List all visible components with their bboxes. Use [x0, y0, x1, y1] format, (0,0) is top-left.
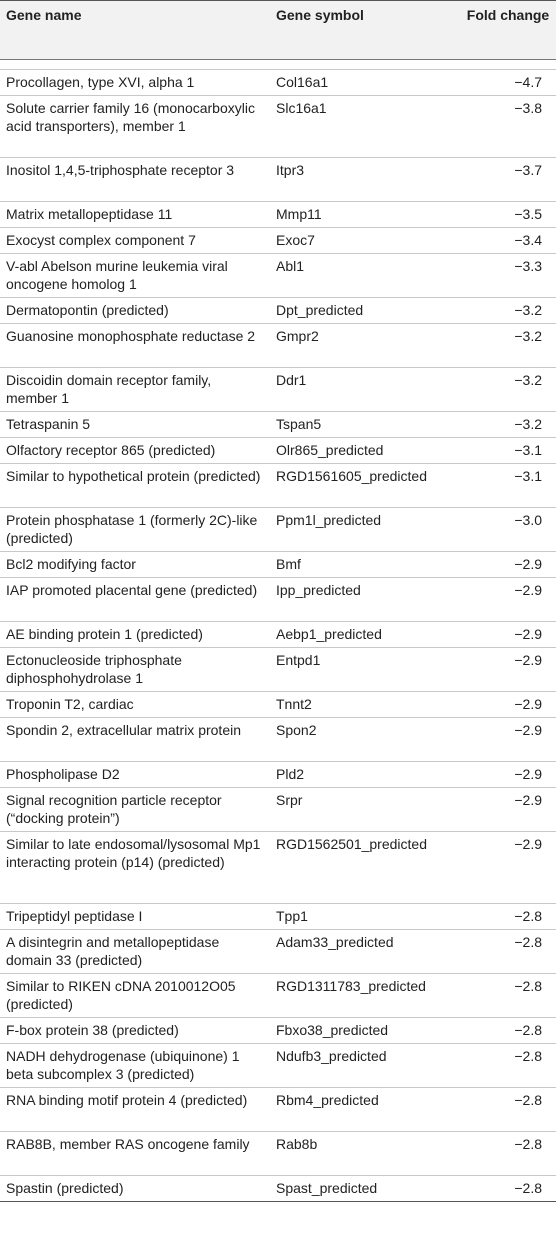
gene-symbol-cell: RGD1562501_predicted	[276, 836, 427, 852]
gene-symbol-cell: Olr865_predicted	[276, 442, 384, 458]
fold-change-cell: −3.1	[514, 442, 542, 458]
gene-symbol-cell: Tnnt2	[276, 696, 312, 712]
gene-name-cell: Signal recognition particle receptor (“docking protein”)	[6, 792, 222, 826]
gene-name-cell: Inositol 1,4,5-triphosphate receptor 3	[6, 162, 235, 178]
table-row	[0, 1132, 556, 1176]
fold-change-cell: −2.8	[514, 1180, 542, 1196]
gene-name-cell: Troponin T2, cardiac	[6, 696, 134, 712]
table-row	[0, 96, 556, 158]
table-body	[0, 60, 556, 1202]
gene-name-cell: Similar to hypothetical protein (predicted)	[6, 468, 261, 484]
gene-name-cell: NADH dehydrogenase (ubiquinone) 1 beta subcomplex 3 (predicted)	[6, 1048, 240, 1082]
gene-name-cell: Guanosine monophosphate reductase 2	[6, 328, 256, 344]
table-row	[0, 464, 556, 508]
fold-change-cell: −3.0	[514, 512, 542, 528]
header-gene-symbol: Gene symbol	[270, 1, 460, 60]
gene-name-cell: Exocyst complex component 7	[6, 232, 196, 248]
gene-name-cell: V-abl Abelson murine leukemia viral oncogene homolog 1	[6, 258, 228, 292]
gene-name-cell: Tetraspanin 5	[6, 416, 91, 432]
gene-name-cell: Solute carrier family 16 (monocarboxylic acid transporters), member 1	[6, 100, 255, 134]
fold-change-cell: −4.7	[514, 74, 542, 90]
table-row	[0, 578, 556, 622]
header-spacer	[0, 60, 556, 70]
fold-change-cell: −2.9	[514, 652, 542, 668]
table-row	[0, 254, 556, 298]
gene-symbol-cell: RGD1561605_predicted	[276, 468, 427, 484]
gene-symbol-cell: Tpp1	[276, 908, 308, 924]
gene-symbol-cell: Ipp_predicted	[276, 582, 361, 598]
fold-change-cell: −2.9	[514, 696, 542, 712]
fold-change-cell: −3.1	[514, 468, 542, 484]
gene-symbol-cell: Ddr1	[276, 372, 307, 388]
gene-symbol-cell: Abl1	[276, 258, 305, 274]
table-row	[0, 692, 556, 718]
header-gene-name: Gene name	[0, 1, 270, 60]
table-row	[0, 1044, 556, 1088]
fold-change-cell: −3.2	[514, 372, 542, 388]
table-row	[0, 1088, 556, 1132]
table-row	[0, 904, 556, 930]
gene-name-cell: Spastin (predicted)	[6, 1180, 124, 1196]
gene-name-cell: Protein phosphatase 1 (formerly 2C)-like (predicted)	[6, 512, 258, 546]
table-row	[0, 412, 556, 438]
gene-symbol-cell: Bmf	[276, 556, 301, 572]
gene-name-cell: Dermatopontin (predicted)	[6, 302, 169, 318]
table-row	[0, 202, 556, 228]
gene-name-cell: Similar to RIKEN cDNA 2010012O05 (predicted)	[6, 978, 236, 1012]
gene-symbol-cell: Pld2	[276, 766, 305, 782]
fold-change-cell: −2.9	[514, 766, 542, 782]
fold-change-cell: −3.8	[514, 100, 542, 116]
table-row	[0, 324, 556, 368]
gene-symbol-cell: Exoc7	[276, 232, 315, 248]
gene-name-cell: F-box protein 38 (predicted)	[6, 1022, 179, 1038]
table-row	[0, 832, 556, 904]
gene-name-cell: Spondin 2, extracellular matrix protein	[6, 722, 242, 738]
gene-symbol-cell: Dpt_predicted	[276, 302, 364, 318]
fold-change-cell: −2.8	[514, 934, 542, 950]
gene-symbol-cell: Tspan5	[276, 416, 322, 432]
gene-symbol-cell: Col16a1	[276, 74, 329, 90]
table-header	[0, 1, 556, 60]
gene-symbol-cell: Ndufb3_predicted	[276, 1048, 387, 1064]
gene-name-cell: RNA binding motif protein 4 (predicted)	[6, 1092, 248, 1108]
table-row	[0, 228, 556, 254]
table-row	[0, 974, 556, 1018]
table-row	[0, 508, 556, 552]
fold-change-cell: −3.2	[514, 416, 542, 432]
table-row	[0, 1018, 556, 1044]
table-row	[0, 788, 556, 832]
gene-name-cell: Bcl2 modifying factor	[6, 556, 136, 572]
gene-symbol-cell: Adam33_predicted	[276, 934, 394, 950]
table-row	[0, 762, 556, 788]
gene-symbol-cell: Rbm4_predicted	[276, 1092, 379, 1108]
gene-name-cell: Procollagen, type XVI, alpha 1	[6, 74, 195, 90]
gene-name-cell: Olfactory receptor 865 (predicted)	[6, 442, 216, 458]
gene-symbol-cell: RGD1311783_predicted	[276, 978, 426, 994]
gene-name-cell: Similar to late endosomal/lysosomal Mp1 interacting protein (p14) (predicted)	[6, 836, 261, 870]
gene-symbol-cell: Rab8b	[276, 1136, 318, 1152]
table-row	[0, 298, 556, 324]
gene-name-cell: Phospholipase D2	[6, 766, 120, 782]
table-row	[0, 1176, 556, 1202]
fold-change-cell: −2.9	[514, 722, 542, 738]
gene-symbol-cell: Srpr	[276, 792, 303, 808]
fold-change-cell: −2.9	[514, 792, 542, 808]
gene-symbol-cell: Fbxo38_predicted	[276, 1022, 389, 1038]
gene-symbol-cell: Mmp11	[276, 206, 322, 222]
gene-symbol-cell: Aebp1_predicted	[276, 626, 382, 642]
fold-change-cell: −2.8	[514, 1022, 542, 1038]
gene-name-cell: Tripeptidyl peptidase I	[6, 908, 143, 924]
fold-change-cell: −3.2	[514, 302, 542, 318]
fold-change-cell: −3.4	[514, 232, 542, 248]
header-row	[0, 1, 556, 60]
fold-change-cell: −2.9	[514, 582, 542, 598]
table-row	[0, 648, 556, 692]
gene-name-cell: AE binding protein 1 (predicted)	[6, 626, 203, 642]
gene-symbol-cell: Gmpr2	[276, 328, 319, 344]
fold-change-cell: −3.2	[514, 328, 542, 344]
table-row	[0, 718, 556, 762]
gene-name-cell: RAB8B, member RAS oncogene family	[6, 1136, 250, 1152]
gene-symbol-cell: Slc16a1	[276, 100, 327, 116]
gene-symbol-cell: Entpd1	[276, 652, 321, 668]
gene-symbol-cell: Spast_predicted	[276, 1180, 378, 1196]
gene-name-cell: Matrix metallopeptidase 11	[6, 206, 173, 222]
fold-change-cell: −2.8	[514, 1092, 542, 1108]
fold-change-cell: −2.9	[514, 556, 542, 572]
table-row	[0, 622, 556, 648]
gene-name-cell: A disintegrin and metallopeptidase domain 33 (predicted)	[6, 934, 220, 968]
gene-name-cell: Ectonucleoside triphosphate diphosphohydrolase 1	[6, 652, 182, 686]
gene-name-cell: Discoidin domain receptor family, member 1	[6, 372, 212, 406]
gene-symbol-cell: Itpr3	[276, 162, 305, 178]
table-row	[0, 930, 556, 974]
gene-name-cell: IAP promoted placental gene (predicted)	[6, 582, 258, 598]
fold-change-cell: −3.7	[514, 162, 542, 178]
fold-change-cell: −2.9	[514, 836, 542, 852]
table-row	[0, 70, 556, 96]
table-row	[0, 438, 556, 464]
fold-change-cell: −2.8	[514, 1048, 542, 1064]
header-fold-change: Fold change	[460, 1, 556, 60]
fold-change-cell: −2.8	[514, 908, 542, 924]
table-row	[0, 368, 556, 412]
fold-change-cell: −2.8	[514, 978, 542, 994]
table-row	[0, 552, 556, 578]
fold-change-cell: −3.3	[514, 258, 542, 274]
fold-change-cell: −2.8	[514, 1136, 542, 1152]
fold-change-cell: −3.5	[514, 206, 542, 222]
fold-change-cell: −2.9	[514, 626, 542, 642]
table-row	[0, 158, 556, 202]
gene-symbol-cell: Ppm1l_predicted	[276, 512, 382, 528]
gene-symbol-cell: Spon2	[276, 722, 317, 738]
